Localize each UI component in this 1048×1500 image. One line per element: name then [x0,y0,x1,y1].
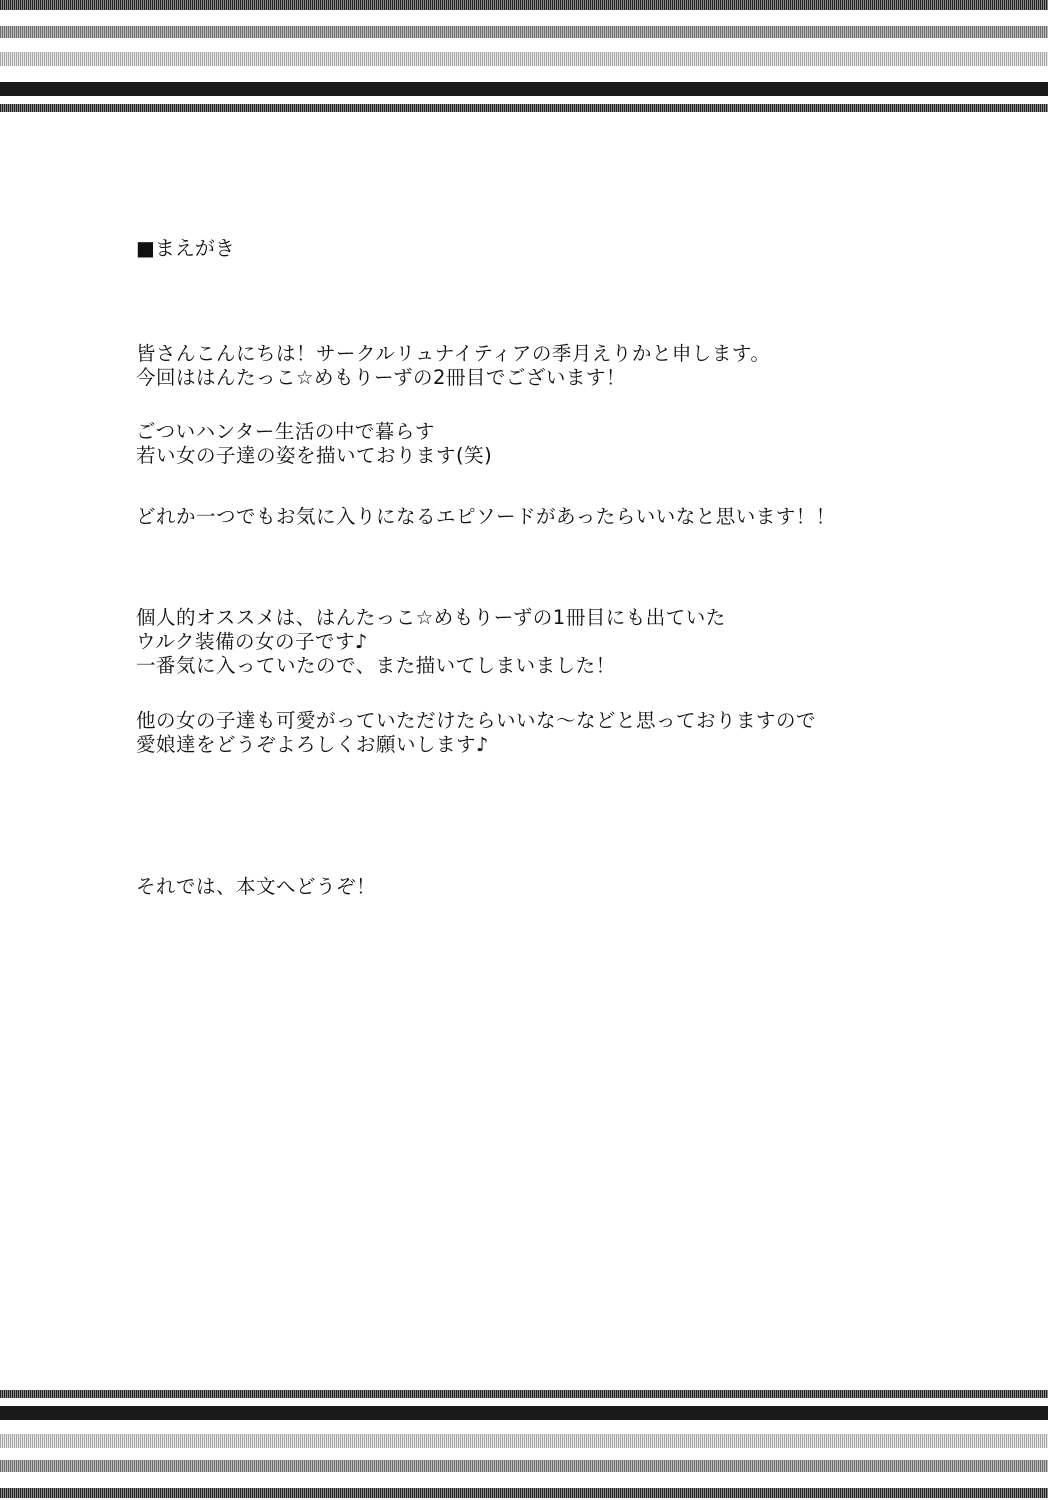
paragraph-theme [136,420,492,468]
paragraph-greeting [136,342,770,390]
text-line: 愛娘達をどうぞよろしくお願いします♪ [136,733,489,756]
text-line: 一番気に入っていたので、また描いてしまいました！ [136,654,616,677]
text-line: 皆さんこんにちは！サークルリュナイティアの季月えりかと申します。 [136,342,771,365]
text-line: 他の女の子達も可愛がっていただけたらいいな～などと思っておりますので [136,709,817,732]
text-line: ごついハンター生活の中で暮らす [136,420,435,443]
paragraph-recommendation [136,606,726,678]
bottom-border [0,1390,1048,1500]
paragraph-hope [136,505,836,529]
text-line: どれか一つでもお気に入りになるエピソードがあったらいいなと思います！！ [136,505,836,528]
text-line: 若い女の子達の姿を描いております(笑) [136,444,493,467]
paragraph-closing [136,875,376,899]
text-line: 今回ははんたっこ☆めもりーずの2冊目でございます！ [136,366,626,389]
text-line: それでは、本文へどうぞ！ [136,875,377,898]
paragraph-request [136,709,816,757]
text-line: ウルク装備の女の子です♪ [136,630,368,653]
page-title: ■まえがき [136,236,235,260]
text-line: 個人的オススメは、はんたっこ☆めもりーずの1冊目にも出ていた [136,606,726,629]
top-border [0,0,1048,118]
